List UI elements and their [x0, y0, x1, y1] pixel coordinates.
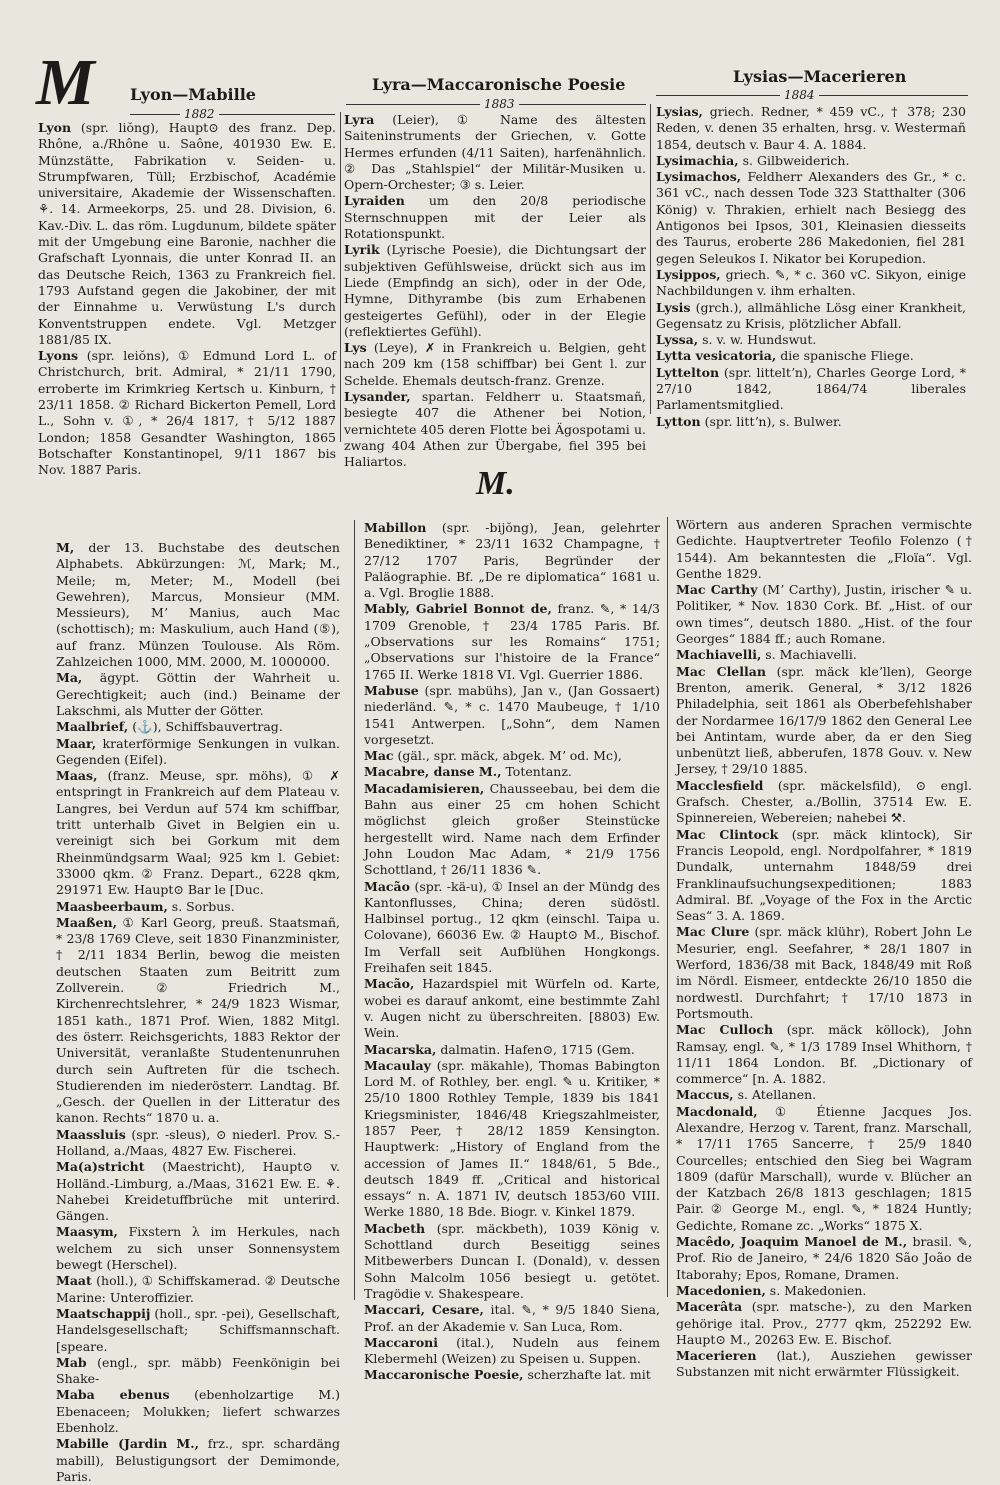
entry-headword: Mabillon [364, 520, 427, 535]
entry-text: (spr. mäckelsfild), ⊙ engl. Grafsch. Chester, a./Bollin, 37514 Ew. E. Spinnereien, Webereien; nahebei ⚒. [676, 777, 972, 826]
entry-headword: Machiavelli, [676, 647, 762, 663]
entry-headword: Mac [364, 748, 394, 764]
entry-headword: Lyrik [344, 242, 380, 258]
running-header-mid: Lyra—Maccaronische Poesie [372, 75, 626, 94]
entry-text: um den 20/8 periodische Sternschnuppen mit der Leier als Rotationspunkt. [344, 193, 646, 242]
section-heading: M. [476, 465, 515, 502]
entry-text: Feldherr Alexanders des Gr., * c. 361 vC., nach dessen Tode 323 Statthalter (306 König) v. Thrakien, erhielt nach Besiegg des Antigonos bei Ipsos, 301, Kleinasien diesseits des Taurus, eroberte 286 Makedonien, fiel 281 gegen Seleukos I. Nikator bei Korupedion. [656, 169, 966, 266]
dictionary-entry [364, 1302, 660, 1335]
entry-text: (holl., spr. -pei), Gesellschaft, Handelsgesellschaft; Schiffsmannschaft. [speare. [56, 1305, 340, 1354]
dictionary-entry [364, 1367, 660, 1383]
dictionary-entry [656, 104, 966, 153]
entry-text: (spr. -kä-u), ① Insel an der Mündg des Kantonflusses, China; deren südöstl. Halbinsel portug., 12 qkm (einschl. Taipa u. Colovane), 66036 Ew. ② Haupt⊙ M., Bischof. Im Verfall seit Aufblühen Hongkongs. Freihafen seit 1845. [364, 878, 660, 976]
entry-text: (spr. litteltʼn), Charles George Lord, * 27/10 1842, 1864/74 liberales Parlamentsmitglied. [656, 364, 966, 413]
entry-headword: Lysimachos, [656, 169, 742, 185]
entry-headword: Maccus, [676, 1087, 734, 1103]
entry-text: (spr. leiŏns), ① Edmund Lord L. of Christchurch, brit. Admiral, * 21/11 1790, erroberte im Krimkrieg Kertsch u. Kinburn, † 23/11 1858. ② Richard Bickerton Pemell, Lord L., Sohn v. ①, * 26/4 1817, † 5/12 1887 London; 1858 Gesandter Washington, 1865 Botschafter Konstantinopel, 9/11 1867 bis Nov. 1887 Paris. [38, 348, 336, 478]
dictionary-entry [56, 899, 340, 915]
dictionary-entry [364, 601, 660, 682]
entry-headword: Lytta vesicatoria, [656, 348, 777, 364]
header-rule-left [130, 114, 335, 115]
dictionary-entry [364, 520, 660, 601]
entry-headword: Lyra [344, 112, 375, 127]
dictionary-entry [676, 778, 972, 827]
entry-text: (spr. liŏng), Haupt⊙ des franz. Dep. Rhône, a./Rhône u. Saône, 401930 Ew. E. Münzstätte, Fabrikation v. Seiden- u. Strumpfwaren, Tüll; Erzbischof, Académie universitaire, Akademie der Wissenschaften. ⚘. 14. Armeekorps, 25. und 28. Division, 6. Kav.-Div. L. das röm. Lugdunum, bildete später mit der Umgebung eine Baronie, nachher die Grafschaft Lyonnais, die unter Konrad II. an das Deutsche Reich, 1363 zu Frankreich fiel. 1793 Aufstand gegen die Jakobiner, der mit der Einnahme u. Verwüstung L's durch Konventstruppen endete. Vgl. Metzger 1881/85 IX. [38, 120, 336, 347]
entry-headword: Macêdo, Joaquim Manoel de M., [676, 1234, 908, 1250]
entry-headword: Mac Clure [676, 924, 750, 940]
entry-headword: Lysis [656, 299, 691, 315]
dictionary-entry [656, 267, 966, 300]
entry-headword: Mac Carthy [676, 582, 758, 598]
entry-text: scherzhafte lat. mit [527, 1367, 651, 1383]
entry-text: brasil. ✎, Prof. Rio de Janeiro, * 24/6 1820 São João de Itaborahy; Epos, Romane, Dramen. [676, 1234, 973, 1282]
dictionary-entry [56, 1127, 340, 1160]
dictionary-entry [676, 1104, 972, 1234]
entry-headword: Ma, [56, 670, 83, 686]
entry-text: franz. ✎, * 14/3 1709 Grenoble, † 23/4 1785 Paris. Bf. „Observations sur les Romains“ 1751; „Observations sur l'histoire de la France“ 1765 II. Werke 1818 VI. Vgl. Guerrier 1886. [364, 601, 660, 682]
dictionary-entry [676, 1022, 972, 1087]
entry-headword: Mabuse [364, 682, 419, 698]
entry-text: s. Gilbweiderich. [742, 152, 850, 168]
entry-text: Totentanz. [505, 764, 572, 780]
entry-text: Hazardspiel mit Würfeln od. Karte, wobei es darauf ankomt, eine bestimmte Zahl v. Augen nicht zu überschreiten. [8803) Ew. Wein. [364, 976, 660, 1041]
dictionary-entry [364, 781, 660, 879]
entry-text: spartan. Feldherr u. Staatsmañ, besiegte 407 die Athener bei Notion, vernichtete 405 deren Flotte bei Ägospotami u. zwang 404 Athen zur Übergabe, fiel 395 bei Haliartos. [344, 389, 646, 470]
entry-headword: Maba ebenus [56, 1387, 170, 1403]
dictionary-entry [676, 1348, 972, 1381]
entry-headword: Maaßen, [56, 914, 117, 930]
entry-text: (spr. mäck kleʼllen), George Brenton, amerik. General, * 3/12 1826 Philadelphia, seit 1861 als Oberbefehlshaber der Nordarmee 16/17/9 1862 den General Lee bei Antintam, wurde aber, da er den Sieg unbenützt ließ, abberufen, 1878 Gouv. v. New Jersey, † 29/10 1885. [676, 663, 972, 777]
entry-text: (Leier), ① Name des ältesten Saiteninstruments der Griechen, v. Gotte Hermes erfunden (4/11 Saiten), harfenähnlich. ② Das „Stahlspiel“ der Militär-Musiken u. Opern-Orchester; ③ s. Leier. [344, 112, 646, 193]
entry-headword: Macadamisieren, [364, 780, 485, 796]
entry-headword: M, [56, 540, 75, 555]
entry-headword: Maat [56, 1273, 92, 1289]
entry-text: (gäl., spr. mäck, abgek. Mʼ od. Mc), [397, 748, 622, 764]
dictionary-entry [38, 120, 336, 348]
dictionary-entry [364, 1058, 660, 1221]
dictionary-entry [364, 683, 660, 748]
dictionary-entry [676, 517, 972, 582]
entry-text: (grch.), allmähliche Lösg einer Krankheit, Gegensatz zu Krisis, plötzlicher Abfall. [656, 299, 966, 331]
entry-headword: Macão [364, 878, 410, 894]
entry-headword: Mac Culloch [676, 1022, 774, 1038]
entry-text: (Maestricht), Haupt⊙ v. Holländ.-Limburg, a./Maas, 31621 Ew. E. ⚘. Nahebei Kreidetuffbrüche mit unterird. Gängen. [56, 1159, 340, 1224]
entry-text: (spr. -bijŏng), Jean, gelehrter Benediktiner, * 23/11 1632 Champagne, † 27/12 1707 Paris, Begründer der Paläographie. Bf. „De re diplomatica“ 1681 u. a. Vgl. Broglie 1888. [364, 520, 660, 601]
entry-text: (spr. littʼn), s. Bulwer. [704, 413, 842, 429]
dictionary-entry [656, 169, 966, 267]
entry-text: ① Karl Georg, preuß. Staatsmañ, * 23/8 1769 Cleve, seit 1830 Finanzminister, † 2/11 1834 Berlin, bewog die meisten deutschen Staaten zum Beitritt zum Zollverein. ② Friedrich M., Kirchenrechtslehrer, * 24/9 1823 Wismar, 1851 kath., 1871 Prof. Wien, 1882 Mitgl. des österr. Reichsgerichts, 1883 Rektor der Universität, veranlaßte Studentenunruhen durch sein Auftreten für die tschech. Studierenden im niederösterr. Landtag. Bf. „Gesch. der Quellen in der Litteratur des kanon. Rechts“ 1870 u. a. [56, 914, 340, 1126]
entry-text: (franz. Meuse, spr. möhs), ① ✗ entspringt in Frankreich auf dem Plateau v. Langres, bei Verdun auf 574 km schiffbar, tritt unterhalb Givet in Belgien ein u. vereinigt sich bei Gorkum mit dem Rheinmündgsarm Waal; 925 km l. Gebiet: 33000 qkm. ② Franz. Depart., 6228 qkm, 291971 Ew. Haupt⊙ Bar le [Duc. [56, 768, 340, 898]
dictionary-entry [344, 242, 646, 340]
dictionary-entry [344, 389, 646, 470]
dictionary-entry [56, 915, 340, 1127]
entry-text: ägypt. Göttin der Wahrheit u. Gerechtigkeit; auch (ind.) Beiname der Lakschmi, als Mutter der Götter. [56, 670, 340, 718]
entry-headword: Macaulay [364, 1057, 431, 1073]
dictionary-entry [676, 647, 972, 663]
column-divider [667, 517, 668, 1297]
entry-headword: Mably, Gabriel Bonnot de, [364, 601, 552, 617]
dictionary-entry [38, 348, 336, 478]
entry-text: (spr. mäckbeth), 1039 König v. Schottland durch Beseitigg seines Mitbewerbers Duncan I. (Donald), v. dessen Sohn Malcolm 1056 besiegt u. getötet. Tragödie v. Shakespeare. [364, 1220, 660, 1301]
entry-headword: Maasym, [56, 1224, 118, 1240]
dictionary-entry [364, 764, 660, 780]
entry-headword: Maalbrief, [56, 719, 129, 735]
entry-headword: Maccari, Cesare, [364, 1302, 484, 1318]
entry-headword: Lyraiden [344, 193, 405, 209]
column-bottom-right [676, 517, 973, 1380]
dictionary-entry [344, 112, 646, 193]
entry-headword: Lysippos, [656, 266, 721, 282]
dictionary-entry [56, 1224, 340, 1273]
dictionary-entry [656, 300, 966, 333]
dictionary-entry [56, 1436, 340, 1485]
entry-text: (spr. mäck klühr), Robert John Le Mesurier, engl. Seefahrer, * 28/1 1807 in Werford, 1836/38 mit Back, 1848/49 mit Roß im Nördl. Eismeer, entdeckte 26/10 1850 die nordwestl. Durchfahrt; † 17/10 1873 in Portsmouth. [676, 924, 972, 1021]
dictionary-entry [364, 1042, 660, 1058]
dictionary-entry [676, 1299, 972, 1348]
dictionary-entry [364, 1221, 660, 1302]
entry-text: ① Étienne Jacques Jos. Alexandre, Herzog v. Tarent, franz. Marschall, * 17/11 1765 Sancerre, † 25/9 1840 Courcelles; entschied den Sieg bei Wagram 1809 (dafür Marschall), wurde v. Blücher an der Katzbach 26/8 1813 geschlagen; 1815 Pair. ② George M., engl. ✎, * 1824 Huntly; Gedichte, Romane zc. „Works“ 1875 X. [676, 1103, 972, 1233]
dictionary-entry [676, 1283, 972, 1299]
column-divider [340, 112, 341, 442]
entry-text: (spr. mabühs), Jan v., (Jan Gossaert) niederländ. ✎, * c. 1470 Maubeuge, † 1/10 1541 Antwerpen. [„Sohn“, dem Namen vorgesetzt. [364, 682, 660, 747]
entry-text: griech. Redner, * 459 vC., † 378; 230 Reden, v. denen 35 erhalten, hrsg. v. Westermañ 1854, deutsch v. Baur 4. A. 1884. [656, 104, 966, 152]
entry-headword: Lysimachia, [656, 152, 739, 168]
column-bottom-left [56, 540, 340, 1484]
column-top-left [38, 120, 336, 478]
dictionary-entry [56, 719, 340, 735]
entry-text: (holl.), ① Schiffskamerad. ② Deutsche Marine: Unteroffizier. [56, 1273, 340, 1305]
dictionary-entry [56, 670, 340, 719]
column-bottom-mid [364, 520, 660, 1383]
entry-headword: Maatschappij [56, 1305, 151, 1321]
entry-headword: Lytton [656, 413, 701, 429]
entry-text: ital. ✎, * 9/5 1840 Siena, Prof. an der Akademie v. San Luca, Rom. [364, 1302, 660, 1334]
entry-headword: Ma(a)stricht [56, 1159, 145, 1175]
entry-text: dalmatin. Hafen⊙, 1715 (Gem. [440, 1041, 635, 1057]
page-number-right: 1884 [780, 89, 819, 101]
entry-text: s. Makedonien. [769, 1282, 867, 1298]
entry-text: der 13. Buchstabe des deutschen Alphabets. Abkürzungen: ℳ, Mark; M., Meile; m, Meter; M., Modell (bei Gewehren), Marcus, Monsieur (MM. Messieurs), Mʼ Manius, auch Mac (schottisch); m: Maskulium, auch Hand (⑤), auf franz. Münzen Toulouse. Als Röm. Zahlzeichen 1000, MM. 2000, M. 1000000. [56, 540, 340, 670]
column-divider [650, 104, 651, 414]
entry-text: s. Atellanen. [737, 1087, 817, 1103]
entry-headword: Macerâta [676, 1299, 743, 1315]
entry-headword: Macclesfield [676, 777, 764, 793]
entry-text: (ital.), Nudeln aus feinem Klebermehl (Weizen) zu Speisen u. Suppen. [364, 1334, 660, 1367]
dictionary-entry [56, 1273, 340, 1306]
entry-text: (ebenholzartige M.) Ebenaceen; Molukken; liefert schwarzes Ebenholz. [56, 1387, 340, 1436]
dictionary-entry [656, 365, 966, 414]
dictionary-entry [56, 1355, 340, 1388]
entry-headword: Lysias, [656, 104, 703, 119]
entry-headword: Mac Clellan [676, 663, 766, 679]
entry-text: s. v. w. Hundswut. [702, 332, 817, 348]
entry-headword: Macarska, [364, 1041, 437, 1057]
entry-text: kraterförmige Senkungen in vulkan. Gegenden (Eifel). [56, 735, 340, 767]
entry-text: (engl., spr. mäbb) Feenkönigin bei Shake- [56, 1354, 340, 1387]
entry-headword: Macabre, danse M., [364, 764, 502, 780]
entry-text: s. Machiavelli. [765, 647, 857, 663]
dictionary-entry [676, 924, 972, 1022]
dictionary-entry [56, 768, 340, 898]
entry-headword: Maccaronische Poesie, [364, 1367, 524, 1383]
dictionary-entry [676, 1234, 972, 1283]
dictionary-entry [364, 879, 660, 977]
entry-headword: Maccaroni [364, 1334, 439, 1350]
entry-text: griech. ✎, * c. 360 vC. Sikyon, einige Nachbildungen v. ihm erhalten. [656, 266, 966, 299]
dictionary-entry [676, 1087, 972, 1103]
entry-headword: Macerieren [676, 1348, 757, 1364]
dictionary-entry [364, 748, 660, 764]
entry-text: (spr. mäck klintock), Sir Francis Leopold, engl. Nordpolfahrer, * 1819 Dundalk, unternahm 1848/59 drei Franklinaufsuchungsexpeditionen; 1883 Admiral. Bf. „Voyage of the Fox in the Arctic Seas“ 3. A. 1869. [676, 826, 972, 924]
entry-headword: Mabille (Jardin M., [56, 1436, 199, 1452]
dictionary-entry [656, 348, 966, 364]
dictionary-entry [344, 340, 646, 389]
entry-text: (spr. mäck köllock), John Ramsay, engl. ✎, * 1/3 1789 Insel Whithorn, † 11/11 1864 London. Bf. „Dictionary of commerce“ [n. A. 1882. [676, 1022, 972, 1087]
column-top-mid [344, 112, 646, 470]
entry-headword: Mac Clintock [676, 826, 779, 842]
dictionary-entry [56, 1306, 340, 1355]
dictionary-entry [344, 193, 646, 242]
column-top-right [656, 104, 966, 429]
dictionary-entry [656, 332, 966, 348]
entry-headword: Lyons [38, 348, 79, 364]
entry-text: (Leye), ✗ in Frankreich u. Belgien, geht nach 209 km (158 schiffbar) bei Gent l. zur Schelde. Ehemals deutsch-franz. Grenze. [344, 340, 646, 388]
entry-text: Wörtern aus anderen Sprachen vermischte Gedichte. Hauptvertreter Teofilo Folenzo († 1544). Am bekanntesten die „Floïa“. Vgl. Genthe 1829. [676, 517, 972, 581]
dictionary-entry [656, 414, 966, 430]
dictionary-entry [676, 827, 972, 925]
dictionary-entry [656, 153, 966, 169]
entry-headword: Lyon [38, 120, 72, 135]
dictionary-entry [676, 664, 972, 778]
entry-headword: Lyssa, [656, 332, 699, 348]
dictionary-entry [56, 1159, 340, 1224]
entry-headword: Maar, [56, 735, 97, 751]
page-number-left: 1882 [180, 108, 219, 120]
entry-headword: Lysander, [344, 389, 411, 405]
entry-headword: Macedonien, [676, 1282, 766, 1298]
entry-text: (⚓), Schiffsbauvertrag. [132, 719, 283, 735]
dictionary-entry [56, 540, 340, 670]
dictionary-entry [364, 1335, 660, 1368]
entry-text: (spr. matsche-), zu den Marken gehörige ital. Prov., 2777 qkm, 252292 Ew. Haupt⊙ M., 20263 Ew. E. Bischof. [676, 1299, 972, 1347]
entry-text: (Mʼ Carthy), Justin, irischer ✎ u. Politiker, * Nov. 1830 Cork. Bf. „Hist. of our own times“, deutsch 1880. „Hist. of the four Georges“ 1884 ff.; auch Romane. [676, 582, 972, 647]
entry-headword: Mab [56, 1354, 87, 1370]
entry-headword: Lyttelton [656, 364, 720, 380]
entry-headword: Macdonald, [676, 1103, 758, 1119]
entry-headword: Lys [344, 340, 367, 356]
entry-text: (lat.), Ausziehen gewisser Substanzen mit nicht erwärmter Flüssigkeit. [676, 1348, 972, 1380]
entry-headword: Macão, [364, 976, 415, 992]
entry-text: die spanische Fliege. [780, 348, 914, 364]
entry-text: (Lyrische Poesie), die Dichtungsart der subjektiven Gefühlsweise, drückt sich aus im Liede (Empfindg an sich), oder in der Ode, Hymne, Dithyrambe (bis zum Erhabenen gesteigertes Gefühl), oder in der Elegie (reflektiertes Gefühl). [344, 242, 646, 339]
column-divider [354, 520, 355, 1300]
running-header-right: Lysias—Macerieren [733, 67, 907, 86]
page-number-mid: 1883 [480, 98, 519, 110]
dictionary-entry [56, 1387, 340, 1436]
dictionary-entry [364, 976, 660, 1041]
entry-headword: Maasbeerbaum, [56, 898, 168, 914]
entry-headword: Macbeth [364, 1220, 426, 1236]
entry-text: Chausseebau, bei dem die Bahn aus einer 25 cm hohen Schicht möglichst gleich großer Steinstücke hergestellt wird. Name nach dem Erfinder John Loudon Mac Adam, * 21/9 1756 Schottland, † 26/11 1836 ✎. [364, 780, 660, 878]
dictionary-entry [676, 582, 972, 647]
entry-text: Fixstern λ im Herkules, nach welchem zu sich unser Sonnensystem bewegt (Herschel). [56, 1224, 340, 1273]
entry-text: frz., spr. schardäng mabill), Belustigungsort der Demimonde, Paris. [56, 1436, 340, 1484]
running-header-left: Lyon—Mabille [130, 85, 256, 104]
entry-text: (spr. -sleus), ⊙ niederl. Prov. S.-Holland, a./Maas, 4827 Ew. Fischerei. [56, 1126, 340, 1158]
entry-text: s. Sorbus. [171, 898, 235, 914]
section-initial: M [36, 46, 95, 119]
entry-headword: Maassluis [56, 1126, 126, 1142]
entry-headword: Maas, [56, 768, 98, 784]
dictionary-entry [56, 736, 340, 769]
entry-text: (spr. mäkahle), Thomas Babington Lord M. of Rothley, ber. engl. ✎ u. Kritiker, * 25/10 1800 Rothley Temple, 1839 bis 1841 Kriegsminister, 1846/48 Kriegszahlmeister, 1857 Peer, † 28/12 1859 Kensington. Hauptwerk: „History of England from the accession of James II.“ 1848/61, 5 Bde., deutsch 1849 ff. „Critical and historical essays“ n. A. 1871 IV, deutsch 1853/60 VIII. Werke 1880, 18 Bde. Biogr. v. Kinkel 1879. [364, 1057, 660, 1220]
